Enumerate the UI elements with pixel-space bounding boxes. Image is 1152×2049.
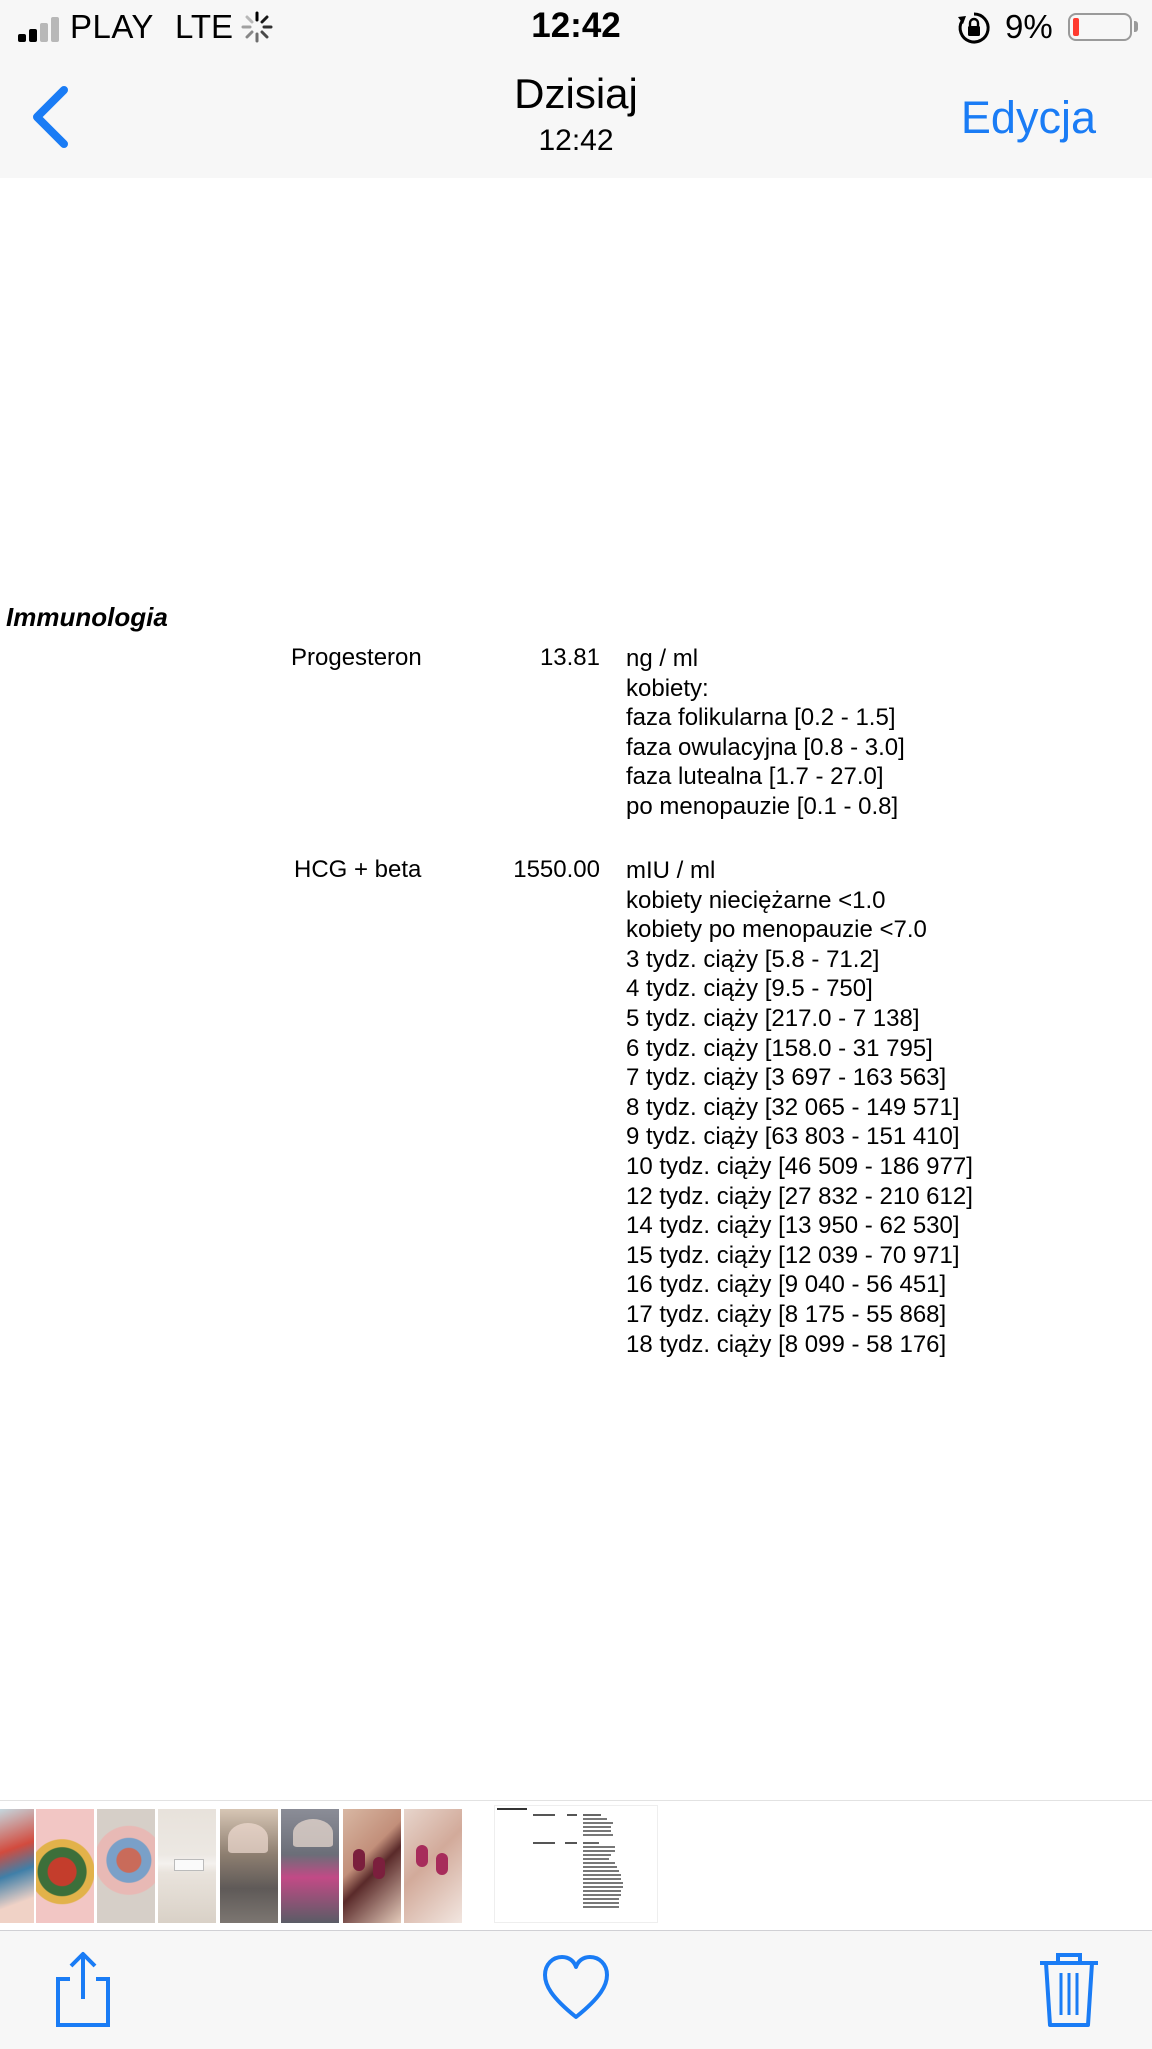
thumbnail-photo-nails[interactable] xyxy=(343,1809,401,1923)
thumbnail-photo-ball-pit[interactable] xyxy=(36,1809,94,1923)
reference-line: kobiety: xyxy=(626,674,709,702)
reference-line: mIU / ml xyxy=(626,857,716,884)
thumbnail-photo-pregnancy-test[interactable] xyxy=(158,1809,216,1923)
photo-viewer-document[interactable] xyxy=(0,178,1152,1800)
thumbnail-photo-ball-pit[interactable] xyxy=(97,1809,155,1923)
reference-ranges-hcg-beta xyxy=(626,856,973,1359)
test-value-progesteron: 13.81 xyxy=(539,644,600,671)
reference-line: kobiety nieciężarne <1.0 xyxy=(626,886,886,914)
reference-line: 6 tydz. ciąży [158.0 - 31 795] xyxy=(626,1034,933,1062)
reference-line: 10 tydz. ciąży [46 509 - 186 977] xyxy=(626,1152,973,1180)
thumbnail-photo-nails[interactable] xyxy=(404,1809,462,1923)
reference-line: 3 tydz. ciąży [5.8 - 71.2] xyxy=(626,945,880,973)
reference-line: ng / ml xyxy=(626,645,699,672)
thumbnail-photo-child-umbrella[interactable] xyxy=(281,1809,339,1923)
reference-line: po menopauzie [0.1 - 0.8] xyxy=(626,792,899,820)
carrier-name: PLAY xyxy=(70,8,154,45)
reference-line: 12 tydz. ciąży [27 832 - 210 612] xyxy=(626,1182,973,1210)
reference-line: faza lutealna [1.7 - 27.0] xyxy=(626,763,884,791)
thumbnail-photo-child-umbrella[interactable] xyxy=(220,1809,278,1923)
test-value-hcg-beta: 1550.00 xyxy=(513,856,600,883)
reference-ranges-progesteron xyxy=(626,644,905,822)
reference-line: kobiety po menopauzie <7.0 xyxy=(626,916,927,944)
edit-button[interactable]: Edycja xyxy=(960,92,1096,143)
reference-line: 9 tydz. ciąży [63 803 - 151 410] xyxy=(626,1123,960,1151)
reference-line: 17 tydz. ciąży [8 175 - 55 868] xyxy=(626,1300,947,1328)
thumbnail-document-lab-results-selected[interactable] xyxy=(494,1805,658,1923)
battery-percentage: 9% xyxy=(1005,8,1053,45)
test-name-progesteron: Progesteron xyxy=(291,644,422,671)
reference-line: 4 tydz. ciąży [9.5 - 750] xyxy=(626,975,873,1003)
battery-icon xyxy=(1068,13,1132,41)
navigation-bar xyxy=(0,56,1152,179)
test-name-hcg-beta: HCG + beta xyxy=(294,856,422,883)
thumbnail-photo-toys[interactable] xyxy=(0,1809,34,1923)
section-title: Immunologia xyxy=(6,602,168,632)
reference-line: 15 tydz. ciąży [12 039 - 70 971] xyxy=(626,1241,960,1269)
nav-title: Dzisiaj xyxy=(514,70,638,117)
reference-line: 18 tydz. ciąży [8 099 - 58 176] xyxy=(626,1330,947,1358)
share-icon[interactable] xyxy=(48,1949,118,2029)
bottom-toolbar xyxy=(0,1930,1152,2049)
reference-line: 5 tydz. ciąży [217.0 - 7 138] xyxy=(626,1004,920,1032)
reference-line: faza folikularna [0.2 - 1.5] xyxy=(626,704,896,732)
trash-icon[interactable] xyxy=(1034,1949,1104,2029)
document-miniature xyxy=(495,1806,657,1922)
heart-icon[interactable] xyxy=(541,1949,611,2029)
reference-line: 8 tydz. ciąży [32 065 - 149 571] xyxy=(626,1093,960,1121)
battery-tip xyxy=(1134,21,1138,32)
nav-subtitle-time: 12:42 xyxy=(538,124,614,157)
orientation-lock-icon xyxy=(956,10,992,46)
status-clock: 12:42 xyxy=(531,6,621,45)
thumbnail-strip[interactable] xyxy=(0,1800,1152,1931)
network-type: LTE xyxy=(175,8,234,45)
reference-line: 16 tydz. ciąży [9 040 - 56 451] xyxy=(626,1271,947,1299)
battery-level-fill xyxy=(1073,18,1079,36)
reference-line: faza owulacyjna [0.8 - 3.0] xyxy=(626,733,905,761)
status-bar xyxy=(0,0,1152,56)
reference-line: 7 tydz. ciąży [3 697 - 163 563] xyxy=(626,1064,947,1092)
reference-line: 14 tydz. ciąży [13 950 - 62 530] xyxy=(626,1212,960,1240)
